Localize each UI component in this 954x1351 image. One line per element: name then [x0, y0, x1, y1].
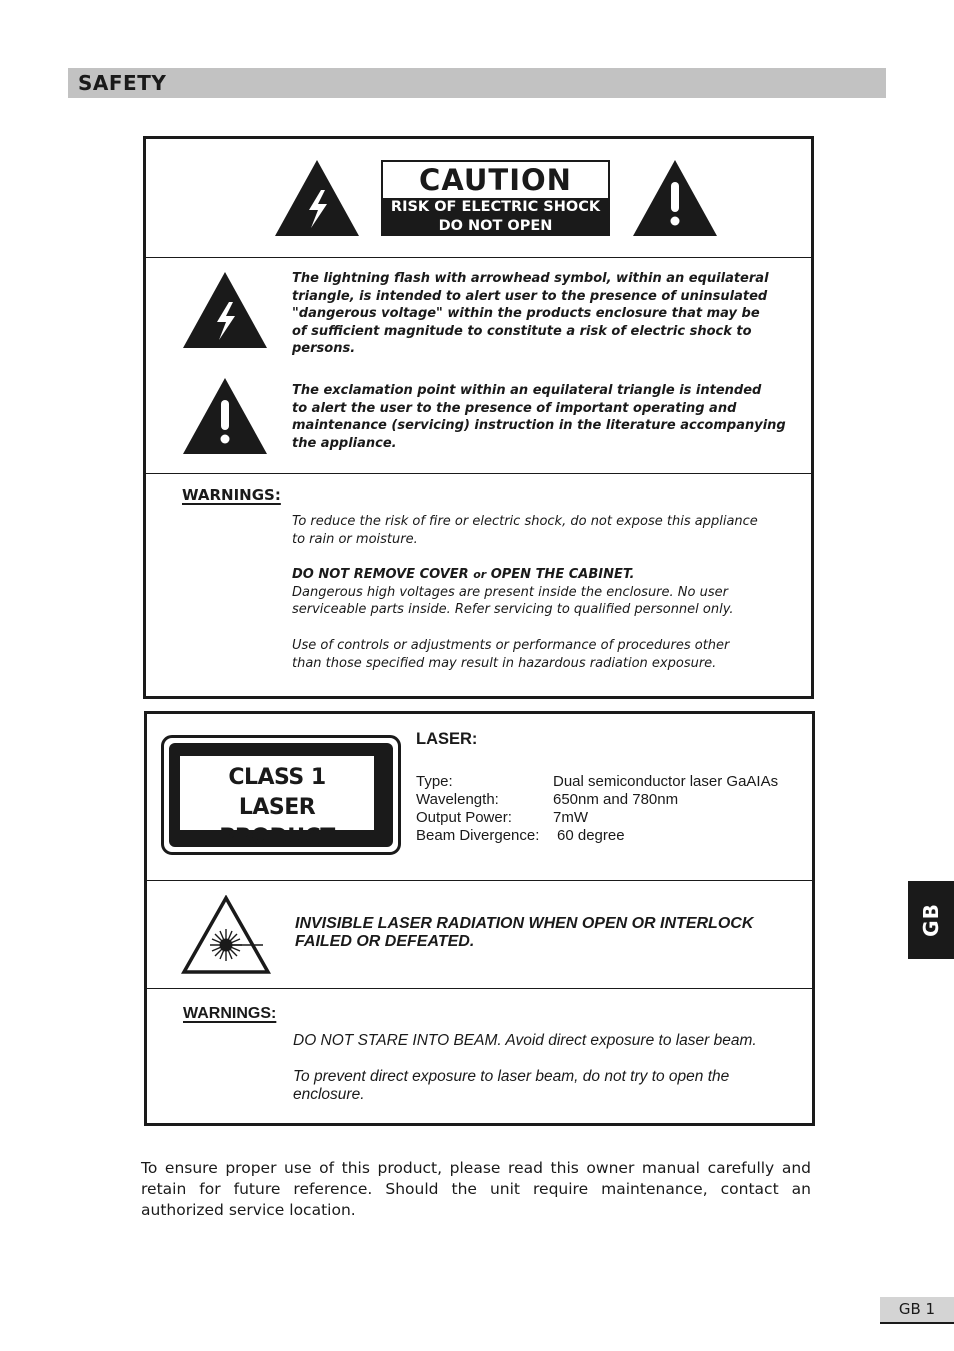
caution-band [383, 198, 608, 234]
usage-note: To ensure proper use of this product, please read this owner manual carefully and retain for future reference. Should the unit require maintenance, contact an authorized service location. [141, 1159, 811, 1219]
caution-label [381, 160, 610, 236]
label-line-2: LASER PRODUCT [219, 795, 335, 850]
laser-specs [416, 773, 806, 845]
spec-row [416, 809, 806, 827]
lightning-symbol-icon [181, 270, 269, 350]
divider [147, 988, 812, 989]
laser-radiation-warning [295, 915, 795, 951]
caution-line-1: RISK OF ELECTRIC SHOCK [390, 199, 601, 215]
divider [146, 257, 811, 258]
exclamation-explanation [292, 382, 802, 452]
text-line: the appliance. [292, 435, 397, 451]
spec-label: Wavelength: [416, 791, 499, 808]
warning-paragraph-1 [292, 513, 807, 548]
text-line: enclosure. [293, 1086, 365, 1103]
page-title: SAFETY [78, 71, 167, 95]
text-span: OPEN THE CABINET. [490, 567, 635, 582]
lightning-warning-icon [273, 158, 361, 238]
caution-line-2: DO NOT OPEN [438, 218, 553, 234]
spec-label: Type: [416, 773, 453, 790]
text-line: INVISIBLE LASER RADIATION WHEN OPEN OR INTERLOCK [295, 915, 754, 932]
text-line: maintenance (servicing) instruction in the literature accompanying [292, 418, 786, 433]
spec-label: Output Power: [416, 809, 512, 826]
laser-radiation-icon [181, 895, 271, 975]
text-line: To prevent direct exposure to laser beam, do not try to open the [293, 1068, 730, 1085]
page-number: GB 1 [880, 1297, 954, 1324]
spec-value: Dual semiconductor laser GaAIAs [553, 773, 779, 790]
spec-label: Beam Divergence: [416, 827, 540, 844]
class1-laser-label [161, 735, 401, 855]
text-line: Use of controls or adjustments or performance of procedures other [292, 638, 730, 653]
laser-heading: LASER: [416, 730, 478, 748]
warnings-heading: WARNINGS: [182, 486, 281, 504]
text-span: or [473, 568, 487, 581]
text-line: triangle, is intended to alert user to the presence of uninsulated [292, 288, 768, 304]
lightning-explanation [292, 270, 802, 358]
text-line: serviceable parts inside. Refer servicing to qualified personnel only. [292, 602, 734, 618]
label-text [180, 756, 374, 850]
spec-row [416, 773, 806, 791]
text-line: than those specified may result in hazardous radiation exposure. [292, 655, 717, 671]
text-line: Dangerous high voltages are present inside the enclosure. No user [292, 584, 728, 600]
laser-warnings-heading: WARNINGS: [183, 1005, 277, 1022]
laser-panel [144, 711, 815, 1126]
spec-value: 60 degree [557, 827, 625, 844]
laser-warning-2 [293, 1068, 803, 1104]
laser-warning-1: DO NOT STARE INTO BEAM. Avoid direct exposure to laser beam. [293, 1032, 757, 1049]
spec-row [416, 791, 806, 809]
section-header [68, 68, 886, 98]
divider [146, 473, 811, 474]
text-line: The lightning flash with arrowhead symbol, within an equilateral [292, 271, 769, 286]
warning-bold-line [292, 566, 807, 584]
text-line: FAILED OR DEFEATED. [295, 933, 475, 950]
spec-row [416, 827, 806, 845]
caution-panel [143, 136, 814, 699]
text-span: DO NOT REMOVE COVER [292, 567, 469, 582]
text-line: "dangerous voltage" within the products enclosure that may be [292, 306, 760, 321]
exclamation-symbol-icon [181, 376, 269, 456]
text-line: to rain or moisture. [292, 531, 418, 547]
text-line: of sufficient magnitude to constitute a risk of electric shock to [292, 323, 752, 339]
warning-paragraph-2 [292, 566, 807, 619]
language-tab [908, 881, 954, 959]
exclamation-warning-icon [631, 158, 719, 238]
label-line-1: CLASS 1 [228, 765, 326, 790]
text-line: to alert the user to the presence of important operating and [292, 400, 737, 416]
text-line: The exclamation point within an equilateral triangle is intended [292, 383, 762, 398]
warning-paragraph-3 [292, 637, 807, 672]
text-line: To reduce the risk of fire or electric shock, do not expose this appliance [292, 514, 758, 529]
language-tab-label: GB [919, 903, 943, 937]
divider [147, 880, 812, 881]
spec-value: 7mW [553, 809, 588, 826]
spec-value: 650nm and 780nm [553, 791, 679, 808]
text-line: persons. [292, 341, 356, 356]
caution-title: CAUTION [419, 163, 572, 197]
